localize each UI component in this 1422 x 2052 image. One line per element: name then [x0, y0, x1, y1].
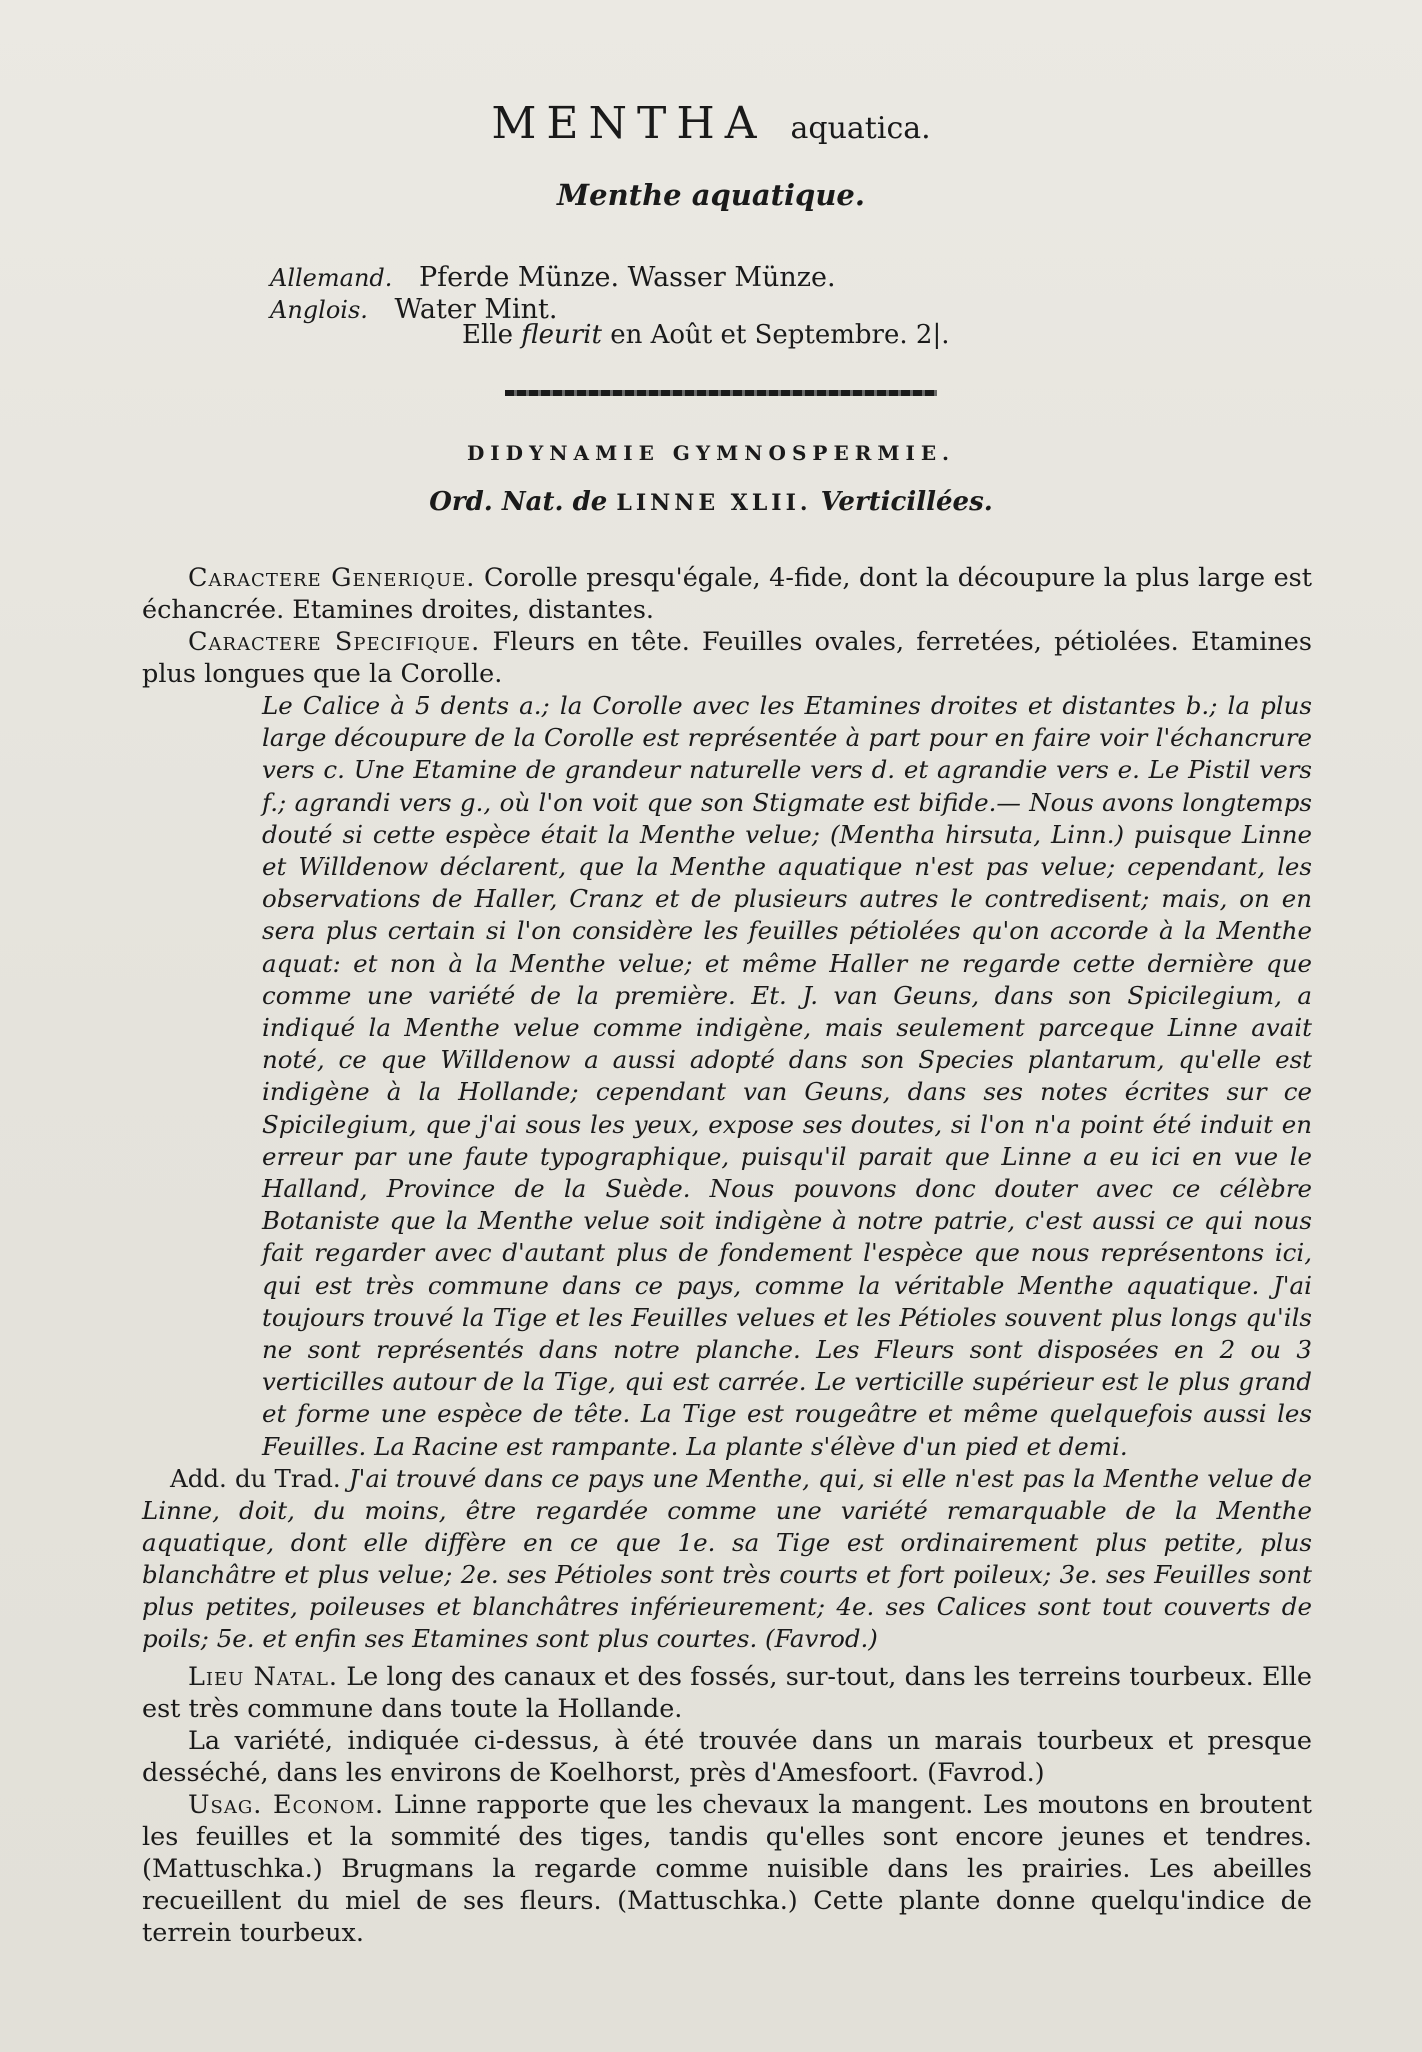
- variety-note: La variété, indiquée ci-dessus, à été trouvée dans un marais tourbeux et presque desséché, dans les environs de Koelhorst, près d'Amesfoort. (Favrod.): [142, 1725, 1312, 1788]
- native-habitat: Lieu Natal. Le long des canaux et des fossés, sur-tout, dans les terreins tourbeux. Elle est très commune dans toute la Hollande.: [142, 1661, 1312, 1724]
- page-title: [0, 98, 1422, 149]
- plant-description: Le Calice à 5 dents a.; la Corolle avec les Etamines droites et distantes b.; la plus large découpure de la Corolle est représentée à part pour en faire voir l'échancrure vers c. Une Etamine de grandeur naturelle vers d. et agrandie vers e. Le Pistil vers f.; agrandi vers g., où l'on voit que son Stigmate est bifide.— Nous avons longtemps douté si cette espèce était la Menthe velue; (Mentha hirsuta, Linn.) puisque Linne et Willdenow déclarent, que la Menthe aquatique n'est pas velue; cependant, les observations de Haller, Cranz et de plusieurs autres le contredisent; mais, on en sera plus certain si l'on considère les feuilles pétiolées qu'on accorde à la Menthe aquat: et non à la Menthe velue; et même Haller ne regarde cette dernière que comme une variété de la première. Et. J. van Geuns, dans son Spicilegium, a indiqué la Menthe velue comme indigène, mais seulement parceque Linne avait noté, ce que Willdenow a aussi adopté dans son Species plantarum, qu'elle est indigène à la Hollande; cependant van Geuns, dans ses notes écrites sur ce Spicilegium, que j'ai sous les yeux, expose ses doutes, si l'on n'a point été induit en erreur par une faute typographique, puisqu'il parait que Linne a eu ici en vue le Halland, Province de la Suède. Nous pouvons donc douter avec ce célèbre Botaniste que la Menthe velue soit indigène à notre patrie, c'est aussi ce qui nous fait regarder avec d'autant plus de fondement l'espèce que nous représentons ici, qui est très commune dans ce pays, comme la véritable Menthe aquatique. J'ai toujours trouvé la Tige et les Feuilles velues et les Pétioles souvent plus longs qu'ils ne sont représentés dans notre planche. Les Fleurs sont disposées en 2 ou 3 verticilles autour de la Tige, qui est carrée. Le verticille supérieur est le plus grand et forme une espèce de tête. La Tige est rougeâtre et même quelquefois aussi les Feuilles. La Racine est rampante. La plante s'élève d'un pied et demi.: [262, 691, 1312, 1461]
- natural-order: Ord. Nat. de LINNE XLII. Verticillées.: [429, 487, 993, 517]
- french-name: Menthe aquatique.: [557, 178, 865, 212]
- ornamental-rule: [505, 390, 937, 396]
- generic-character: Caractere Generique. Corolle presqu'égale, 4-fide, dont la découpure la plus large est échancrée. Etamines droites, distantes.: [142, 563, 1313, 625]
- language-label: Anglois.: [270, 296, 368, 324]
- linnaean-class: DIDYNAMIE GYMNOSPERMIE.: [466, 441, 956, 465]
- flowering-time: Elle fleurit en Août et Septembre. 2|.: [462, 320, 950, 350]
- translator-addition: Add. du Trad. J'ai trouvé dans ce pays une Menthe, qui, si elle n'est pas la Menthe velue de Linne, doit, du moins, être regardée comme une variété remarquable de la Menthe aquatique, dont elle diffère en ce que 1e. sa Tige est ordinairement plus petite, plus blanchâtre et plus velue; 2e. ses Pétioles sont très courts et fort poileux; 3e. ses Feuilles sont plus petites, poileuses et blanchâtres inférieurement; 4e. ses Calices sont tout couverts de poils; 5e. et enfin ses Etamines sont plus courtes. (Favrod.): [142, 1463, 1312, 1653]
- species-name: aquatica.: [790, 111, 931, 146]
- vernacular-names: Pferde Münze. Wasser Münze.: [419, 262, 836, 293]
- section-label: Usag. Econom.: [188, 1789, 385, 1820]
- section-label: Caractere Generique.: [188, 563, 476, 593]
- specific-character: Caractere Specifique. Fleurs en tête. Feuilles ovales, ferretées, pétiolées. Etamines plus longues que la Corolle.: [142, 627, 1312, 689]
- section-label: Lieu Natal.: [188, 1661, 338, 1692]
- section-label: Add. du Trad.: [170, 1463, 341, 1493]
- genus-name: MENTHA: [491, 98, 767, 149]
- economic-use: Usag. Econom. Linne rapporte que les chevaux la mangent. Les moutons en broutent les feuilles et la sommité des tiges, tandis qu'elles sont encore jeunes et tendres. (Mattuschka.) Brugmans la regarde comme nuisible dans les prairies. Les abeilles recueillent du miel de ses fleurs. (Mattuschka.) Cette plante donne quelqu'indice de terrein tourbeux.: [142, 1789, 1312, 1948]
- section-label: Caractere Specifique.: [188, 627, 481, 657]
- vernacular-names: Water Mint.: [394, 294, 558, 325]
- main-text: [142, 562, 1312, 1949]
- language-label: Allemand.: [270, 264, 393, 292]
- vernacular-german: [270, 262, 836, 293]
